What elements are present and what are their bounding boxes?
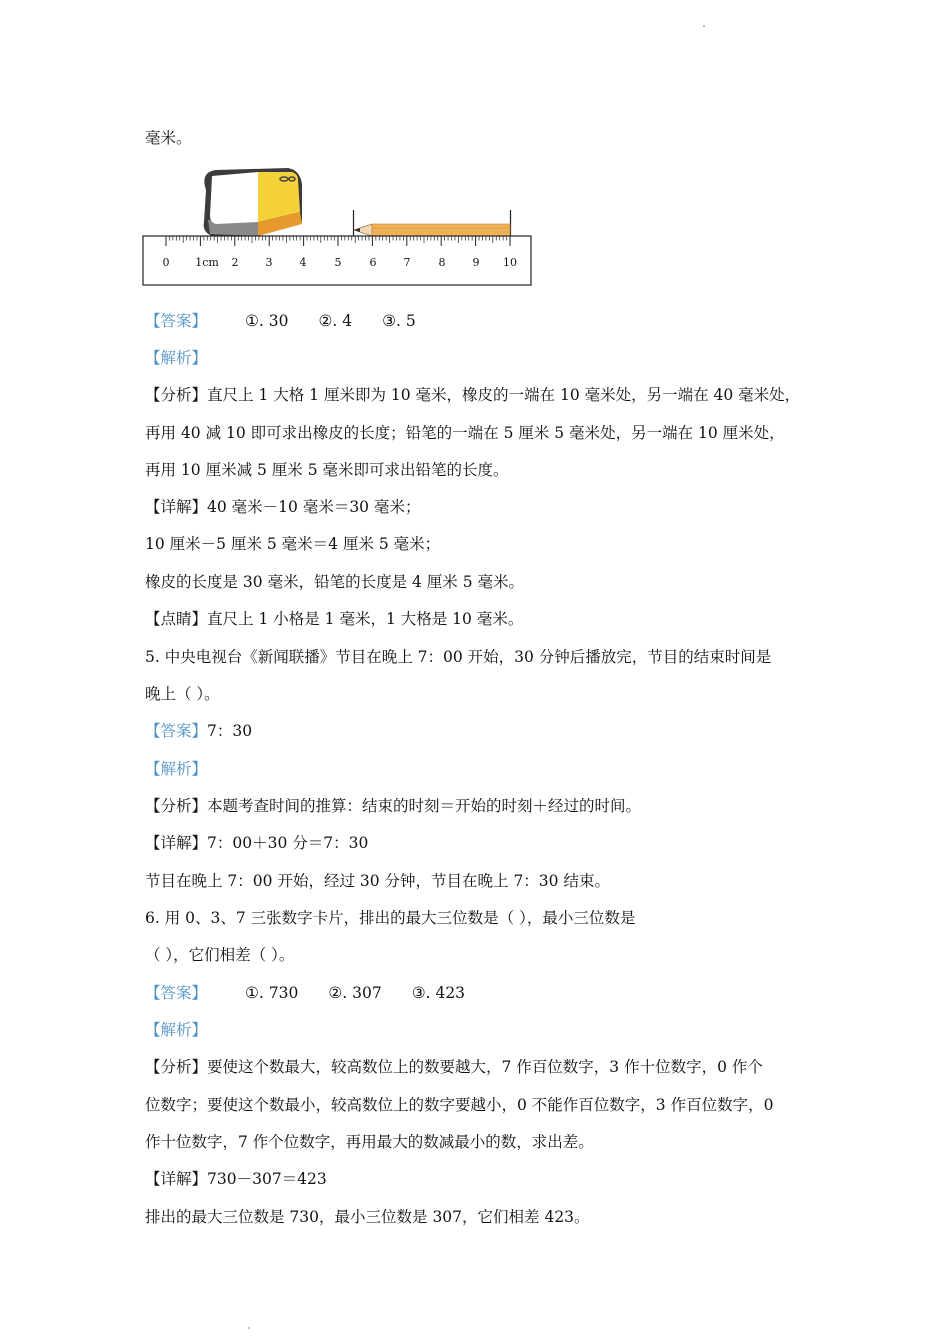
fenxi-text: 作十位数字，7 作个位数字，再用最大的数减最小的数，求出差。 xyxy=(145,1133,594,1151)
answer-tag: 【答案】 xyxy=(145,722,208,740)
dianjing-tag: 【点睛】 xyxy=(145,610,208,628)
answer-item: 7：30 xyxy=(207,722,253,740)
fenxi-text: 直尺上 1 大格 1 厘米即为 10 毫米，橡皮的一端在 10 毫米处，另一端在 40 毫米处， xyxy=(207,386,801,404)
q5-answer-line xyxy=(145,721,252,741)
q6-question: 6. 用 0、3、7 三张数字卡片，排出的最大三位数是（ ），最小三位数是 xyxy=(145,909,636,927)
answer-item: ③. 5 xyxy=(382,312,416,330)
fenxi-tag: 【分析】 xyxy=(145,1058,208,1076)
scan-dot xyxy=(248,1327,250,1329)
xiangjie-text: 730－307＝423 xyxy=(207,1170,327,1188)
ruler-label: 8 xyxy=(438,256,446,269)
xiangjie-tag: 【详解】 xyxy=(145,834,208,852)
conclusion-text: 节目在晚上 7：00 开始，经过 30 分钟，节目在晚上 7：30 结束。 xyxy=(145,872,610,890)
q6-question: （ ），它们相差（ ）。 xyxy=(145,946,295,964)
q6-xiangjie-line xyxy=(145,1169,327,1189)
answer-tag: 【答案】 xyxy=(145,984,208,1002)
ruler-label: 0 xyxy=(162,256,170,269)
q4-xiangjie-line xyxy=(145,497,420,517)
ruler-label: 9 xyxy=(472,256,480,269)
q5-question: 晚上（ ）。 xyxy=(145,685,220,703)
conclusion-text: 排出的最大三位数是 730，最小三位数是 307，它们相差 423。 xyxy=(145,1208,590,1226)
analysis-tag: 【解析】 xyxy=(145,349,208,367)
q6-fenxi-line xyxy=(145,1057,763,1077)
answer-item: ③. 423 xyxy=(411,984,466,1002)
analysis-tag: 【解析】 xyxy=(145,760,208,778)
q4-dianjing-line xyxy=(145,609,523,629)
q4-fenxi-line xyxy=(145,385,800,405)
ruler-label: 1cm xyxy=(195,256,219,269)
q5-question: 5. 中央电视台《新闻联播》节目在晚上 7：00 开始，30 分钟后播放完，节目的结束时间是 xyxy=(145,648,772,666)
fenxi-tag: 【分析】 xyxy=(145,797,208,815)
top-line: 毫米。 xyxy=(145,129,192,147)
fenxi-tag: 【分析】 xyxy=(145,386,208,404)
ruler-label: 3 xyxy=(265,256,273,269)
ruler-label: 5 xyxy=(334,256,342,269)
xiangjie-tag: 【详解】 xyxy=(145,1170,208,1188)
fenxi-text: 位数字；要使这个数最小，较高数位上的数字要越小，0 不能作百位数字，3 作百位数字，0 xyxy=(145,1096,774,1114)
answer-item: ②. 307 xyxy=(328,984,382,1002)
q4-answer-line xyxy=(145,311,416,331)
answer-tag: 【答案】 xyxy=(145,312,208,330)
xiangjie-tag: 【详解】 xyxy=(145,498,208,516)
xiangjie-text: 10 厘米－5 厘米 5 毫米＝4 厘米 5 毫米； xyxy=(145,535,441,553)
xiangjie-text: 40 毫米－10 毫米＝30 毫米； xyxy=(207,498,421,516)
xiangjie-text: 橡皮的长度是 30 毫米，铅笔的长度是 4 厘米 5 毫米。 xyxy=(145,573,525,591)
fenxi-text: 再用 40 减 10 即可求出橡皮的长度；铅笔的一端在 5 厘米 5 毫米处，另一端在 10 厘米处， xyxy=(145,424,785,442)
scan-dot xyxy=(703,25,705,27)
answer-item: ②. 4 xyxy=(318,312,353,330)
q5-fenxi-line xyxy=(145,796,641,816)
ruler-label: 2 xyxy=(231,256,239,269)
pencil-icon xyxy=(354,210,511,236)
fenxi-text: 要使这个数最大，较高数位上的数要越大，7 作百位数字，3 作十位数字，0 作个 xyxy=(207,1058,763,1076)
answer-item: ①. 730 xyxy=(245,984,299,1002)
xiangjie-text: 7：00＋30 分＝7：30 xyxy=(207,834,369,852)
eraser-icon xyxy=(204,168,302,236)
ruler-label: 10 xyxy=(503,256,517,269)
fenxi-text: 本题考查时间的推算：结束的时刻＝开始的时刻＋经过的时间。 xyxy=(207,797,642,815)
fenxi-text: 再用 10 厘米减 5 厘米 5 毫米即可求出铅笔的长度。 xyxy=(145,461,509,479)
analysis-tag: 【解析】 xyxy=(145,1021,208,1039)
dianjing-text: 直尺上 1 小格是 1 毫米，1 大格是 10 毫米。 xyxy=(207,610,524,628)
ruler-figure xyxy=(140,160,535,290)
ruler-label: 6 xyxy=(369,256,377,269)
ruler-label: 7 xyxy=(403,256,411,269)
q6-answer-line xyxy=(145,983,465,1003)
q5-xiangjie-line xyxy=(145,833,368,853)
answer-item: ①. 30 xyxy=(245,312,289,330)
ruler-label: 4 xyxy=(299,256,307,269)
